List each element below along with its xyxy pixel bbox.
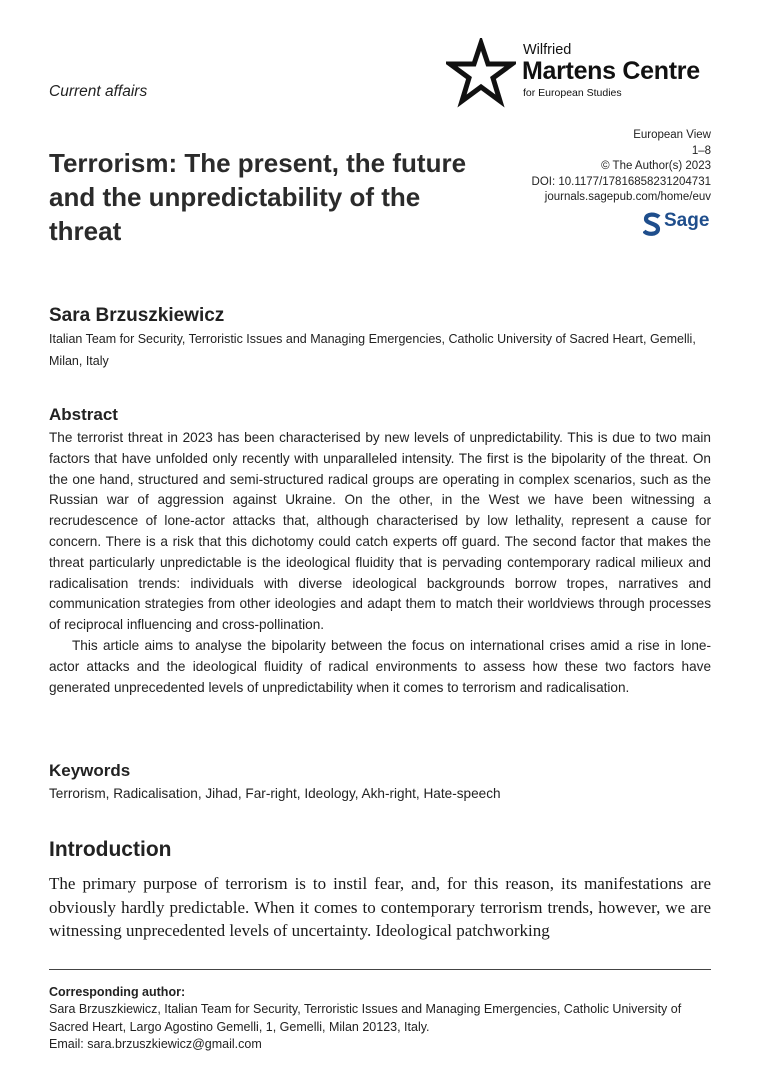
- corresponding-author-footnote: [49, 984, 711, 1054]
- footnote-address: Sara Brzuszkiewicz, Italian Team for Security, Terroristic Issues and Managing Emergencies, Catholic University of Sacred Heart, Largo Agostino Gemelli, 1, Gemelli, Milan 20123, Italy.: [49, 1002, 682, 1034]
- logo-line-2: Martens Centre: [522, 57, 700, 85]
- footnote-label: Corresponding author:: [49, 985, 186, 999]
- footnote-divider: [49, 969, 711, 970]
- journal-copyright: © The Author(s) 2023: [601, 160, 711, 173]
- abstract-paragraph: This article aims to analyse the bipolarity between the focus on international crises amid a rise in lone-actor attacks and the ideological fluidity of radical environments to assess how these two factors have generated unprecedented levels of unpredictability when it comes to terrorism and radicalisation.: [49, 637, 711, 695]
- journal-pages: 1–8: [691, 144, 711, 157]
- sage-logo: [643, 210, 723, 236]
- logo-line-1: Wilfried: [523, 42, 572, 58]
- star-figure-icon: [446, 38, 516, 108]
- keywords-heading: Keywords: [49, 761, 131, 780]
- abstract-body: [49, 428, 711, 698]
- author-affiliation: Italian Team for Security, Terroristic Issues and Managing Emergencies, Catholic University of Sacred Heart, Gemelli, Milan, Italy: [49, 332, 696, 368]
- abstract-paragraph: The terrorist threat in 2023 has been characterised by new levels of unpredictability. This is due to two main factors that have unfolded only recently with unparalleled intensity. The first is the bipolarity of the threat. On the one hand, structured and semi-structured radical groups are operating in complex scenarios, such as the Russian war of aggression against Ukraine. On the other, in the West we have been witnessing a recrudescence of lone-actor attacks that, although characterised by low lethality, represent a cause for concern. There is a risk that this dichotomy could catch experts off guard. The second factor that makes the threat particularly unpredictable is the ideological fluidity that is pervading contemporary radical milieux and radicalisation trends: individuals with diverse ideological backgrounds borrow tropes, narratives and communication strategies from other ideologies and adapt them to match their worldviews through processes of reciprocal influencing and cross-pollination.: [49, 430, 711, 633]
- journal-url[interactable]: journals.sagepub.com/home/euv: [544, 191, 711, 204]
- section-label: Current affairs: [49, 83, 148, 100]
- logo-line-3: for European Studies: [523, 87, 622, 99]
- introduction-text: The primary purpose of terrorism is to instil fear, and, for this reason, its manifestations are obviously hardly predictable. When it comes to contemporary terrorism trends, however, we are witnessing unprecedented levels of uncertainty. Ideological patchworking: [49, 874, 711, 940]
- article-title: Terrorism: The present, the future and the unpredictability of the threat: [49, 148, 467, 246]
- journal-meta: [532, 128, 711, 206]
- footnote-email[interactable]: Email: sara.brzuszkiewicz@gmail.com: [49, 1037, 262, 1052]
- journal-doi[interactable]: DOI: 10.1177/17816858231204731: [531, 175, 711, 188]
- sage-wordmark: Sage: [664, 210, 710, 231]
- author-name: Sara Brzuszkiewicz: [49, 305, 225, 326]
- journal-name: European View: [633, 129, 711, 141]
- sage-s-icon: [643, 212, 661, 236]
- keywords-list: Terrorism, Radicalisation, Jihad, Far-right, Ideology, Akh-right, Hate-speech: [49, 786, 501, 801]
- martens-centre-logo: [446, 38, 736, 110]
- introduction-heading: Introduction: [49, 838, 172, 861]
- abstract-heading: Abstract: [49, 405, 118, 424]
